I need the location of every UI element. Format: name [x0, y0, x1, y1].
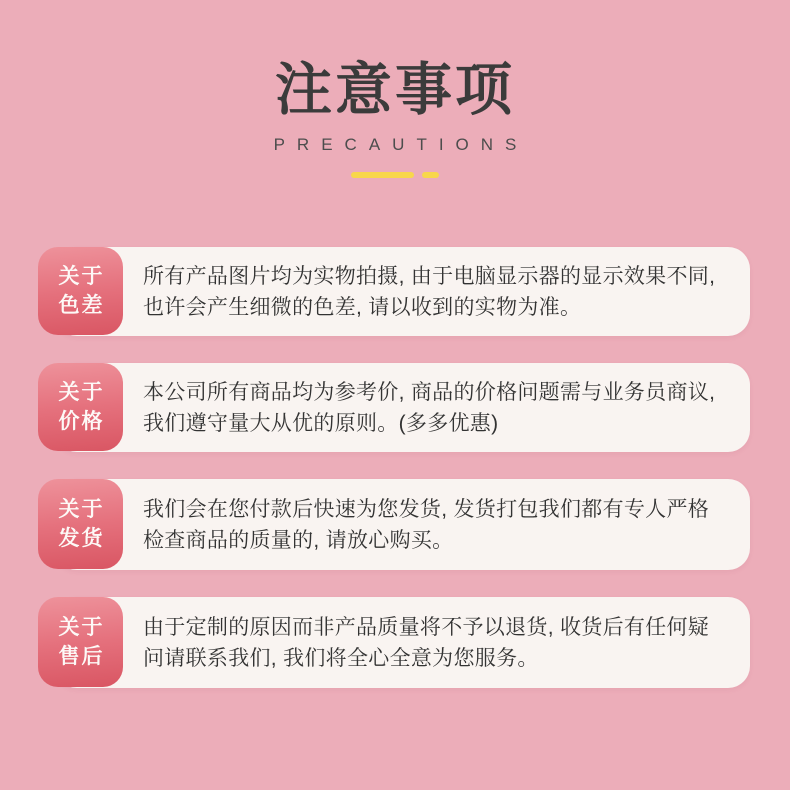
notice-badge: [38, 597, 123, 687]
badge-label-line2: 发货: [58, 527, 105, 550]
notice-text: 由于定制的原因而非产品质量将不予以退货, 收货后有任何疑问请联系我们, 我们将全心全意为您服务。: [143, 615, 710, 670]
notice-row-after-sale: [38, 597, 750, 688]
notice-text: 我们会在您付款后快速为您发货, 发货打包我们都有专人严格检查商品的质量的, 请放心购买。: [143, 497, 710, 552]
notice-text: 所有产品图片均为实物拍摄, 由于电脑显示器的显示效果不同, 也许会产生细微的色差, 请以收到的实物为准。: [143, 264, 716, 319]
notice-card: [55, 479, 750, 570]
page-subtitle: PRECAUTIONS: [273, 134, 529, 154]
title-underline: [0, 172, 790, 178]
page-header: [0, 0, 790, 178]
underline-short-dash: [422, 172, 439, 178]
notice-card: [55, 363, 750, 452]
notice-badge: [38, 479, 123, 569]
notice-row-color-difference: [38, 247, 750, 336]
notice-card: [55, 247, 750, 336]
notice-row-shipping: [38, 479, 750, 570]
badge-label-line2: 售后: [58, 645, 105, 668]
notice-card: [55, 597, 750, 688]
badge-label-line2: 价格: [58, 410, 105, 433]
notice-badge: [38, 247, 123, 335]
notice-list: [38, 247, 750, 715]
notice-badge: [38, 363, 123, 451]
badge-label-line1: 关于: [58, 498, 105, 521]
badge-label-line1: 关于: [58, 381, 105, 404]
badge-label-line2: 色差: [58, 294, 105, 317]
badge-label-line1: 关于: [58, 616, 105, 639]
underline-long-dash: [351, 172, 414, 178]
badge-label-line1: 关于: [58, 265, 105, 288]
notice-text: 本公司所有商品均为参考价, 商品的价格问题需与业务员商议, 我们遵守量大从优的原则。(多多优惠): [143, 380, 716, 435]
page-title: 注意事项: [275, 58, 515, 122]
notice-row-price: [38, 363, 750, 452]
